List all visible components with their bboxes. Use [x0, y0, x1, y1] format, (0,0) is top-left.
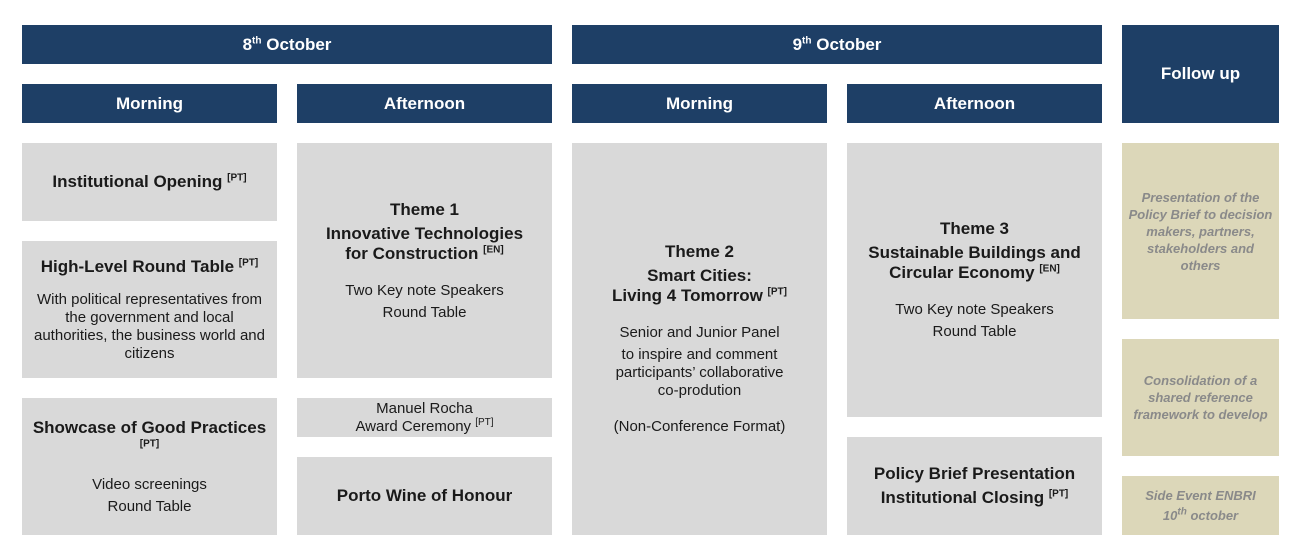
institutional-opening-box — [22, 143, 277, 221]
period-label: Morning — [115, 93, 184, 113]
period-header-d9-morning — [572, 84, 827, 123]
follow-up-text: stakeholders and — [1147, 240, 1254, 256]
follow-up-text: shared reference — [1148, 390, 1253, 405]
follow-up-text: Side Event ENBRI — [1145, 488, 1256, 503]
follow-up-text: Presentation of the — [1141, 189, 1260, 205]
session-description: the government and local — [65, 308, 234, 326]
session-description: Two Key note Speakers — [895, 301, 1054, 318]
follow-up-policy-brief-box — [1122, 143, 1279, 319]
period-header-d8-afternoon — [297, 84, 552, 123]
theme-title: for Construction [EN] — [345, 243, 504, 263]
panel-title: Senior and Junior Panel — [619, 324, 780, 341]
showcase-good-practices-box — [22, 398, 277, 535]
award-title: Award Ceremony [PT] — [355, 416, 494, 435]
session-title: Institutional Opening [PT] — [52, 172, 247, 191]
day-header-8-label: 8th October — [242, 34, 332, 54]
session-description: participants’ collaborative — [615, 364, 784, 381]
follow-up-text: Consolidation of a — [1143, 373, 1258, 388]
day-header-9-october — [572, 25, 1102, 64]
follow-up-side-event-box — [1122, 476, 1279, 535]
session-title: Policy Brief Presentation — [873, 464, 1076, 483]
session-description: Two Key note Speakers — [345, 281, 504, 299]
theme-number: Theme 1 — [390, 199, 459, 219]
session-title: High-Level Round Table [PT] — [40, 256, 259, 276]
follow-up-text: framework to develop — [1133, 407, 1268, 422]
follow-up-label: Follow up — [1160, 64, 1241, 83]
session-description: Round Table — [107, 497, 192, 515]
award-name: Manuel Rocha — [376, 399, 473, 417]
format-note: (Non-Conference Format) — [613, 418, 786, 435]
session-description: citizens — [124, 344, 175, 362]
session-description: co-prodution — [657, 382, 742, 399]
follow-up-date: 10th october — [1162, 506, 1239, 523]
theme-1-box — [297, 143, 552, 378]
session-description: to inspire and comment — [621, 346, 778, 363]
follow-up-text: others — [1180, 257, 1221, 273]
theme-title: Sustainable Buildings and — [868, 243, 1081, 262]
theme-title: Smart Cities: — [647, 266, 752, 285]
theme-title: Circular Economy [EN] — [889, 263, 1060, 282]
porto-wine-box — [297, 457, 552, 535]
period-header-d9-afternoon — [847, 84, 1102, 123]
session-description: Round Table — [382, 303, 467, 321]
session-description: Video screenings — [92, 475, 207, 493]
theme-number: Theme 3 — [940, 219, 1009, 238]
award-ceremony-box — [297, 398, 552, 437]
session-title: Porto Wine of Honour — [336, 486, 513, 505]
day-header-8-october — [22, 25, 552, 64]
period-label: Morning — [665, 93, 734, 113]
session-description: With political representatives from — [36, 290, 263, 308]
period-header-d8-morning — [22, 84, 277, 123]
session-description: Round Table — [932, 323, 1017, 340]
day-header-9-label: 9th October — [792, 34, 882, 54]
period-label: Afternoon — [383, 93, 466, 113]
follow-up-text: makers, partners, — [1146, 223, 1255, 239]
theme-title: Living 4 Tomorrow [PT] — [612, 286, 787, 305]
session-description: authorities, the business world and — [34, 326, 265, 344]
theme-3-box — [847, 143, 1102, 417]
follow-up-consolidation-box — [1122, 339, 1279, 456]
policy-brief-closing-box — [847, 437, 1102, 535]
follow-up-header — [1122, 25, 1279, 123]
theme-2-box — [572, 143, 827, 535]
period-label: Afternoon — [933, 93, 1016, 113]
follow-up-text: Policy Brief to decision — [1128, 206, 1273, 222]
session-title: Institutional Closing [PT] — [880, 488, 1069, 507]
session-title: Showcase of Good Practices [PT] — [32, 417, 267, 449]
theme-number: Theme 2 — [665, 242, 734, 261]
high-level-round-table-box — [22, 241, 277, 378]
theme-title: Innovative Technologies — [325, 223, 524, 243]
